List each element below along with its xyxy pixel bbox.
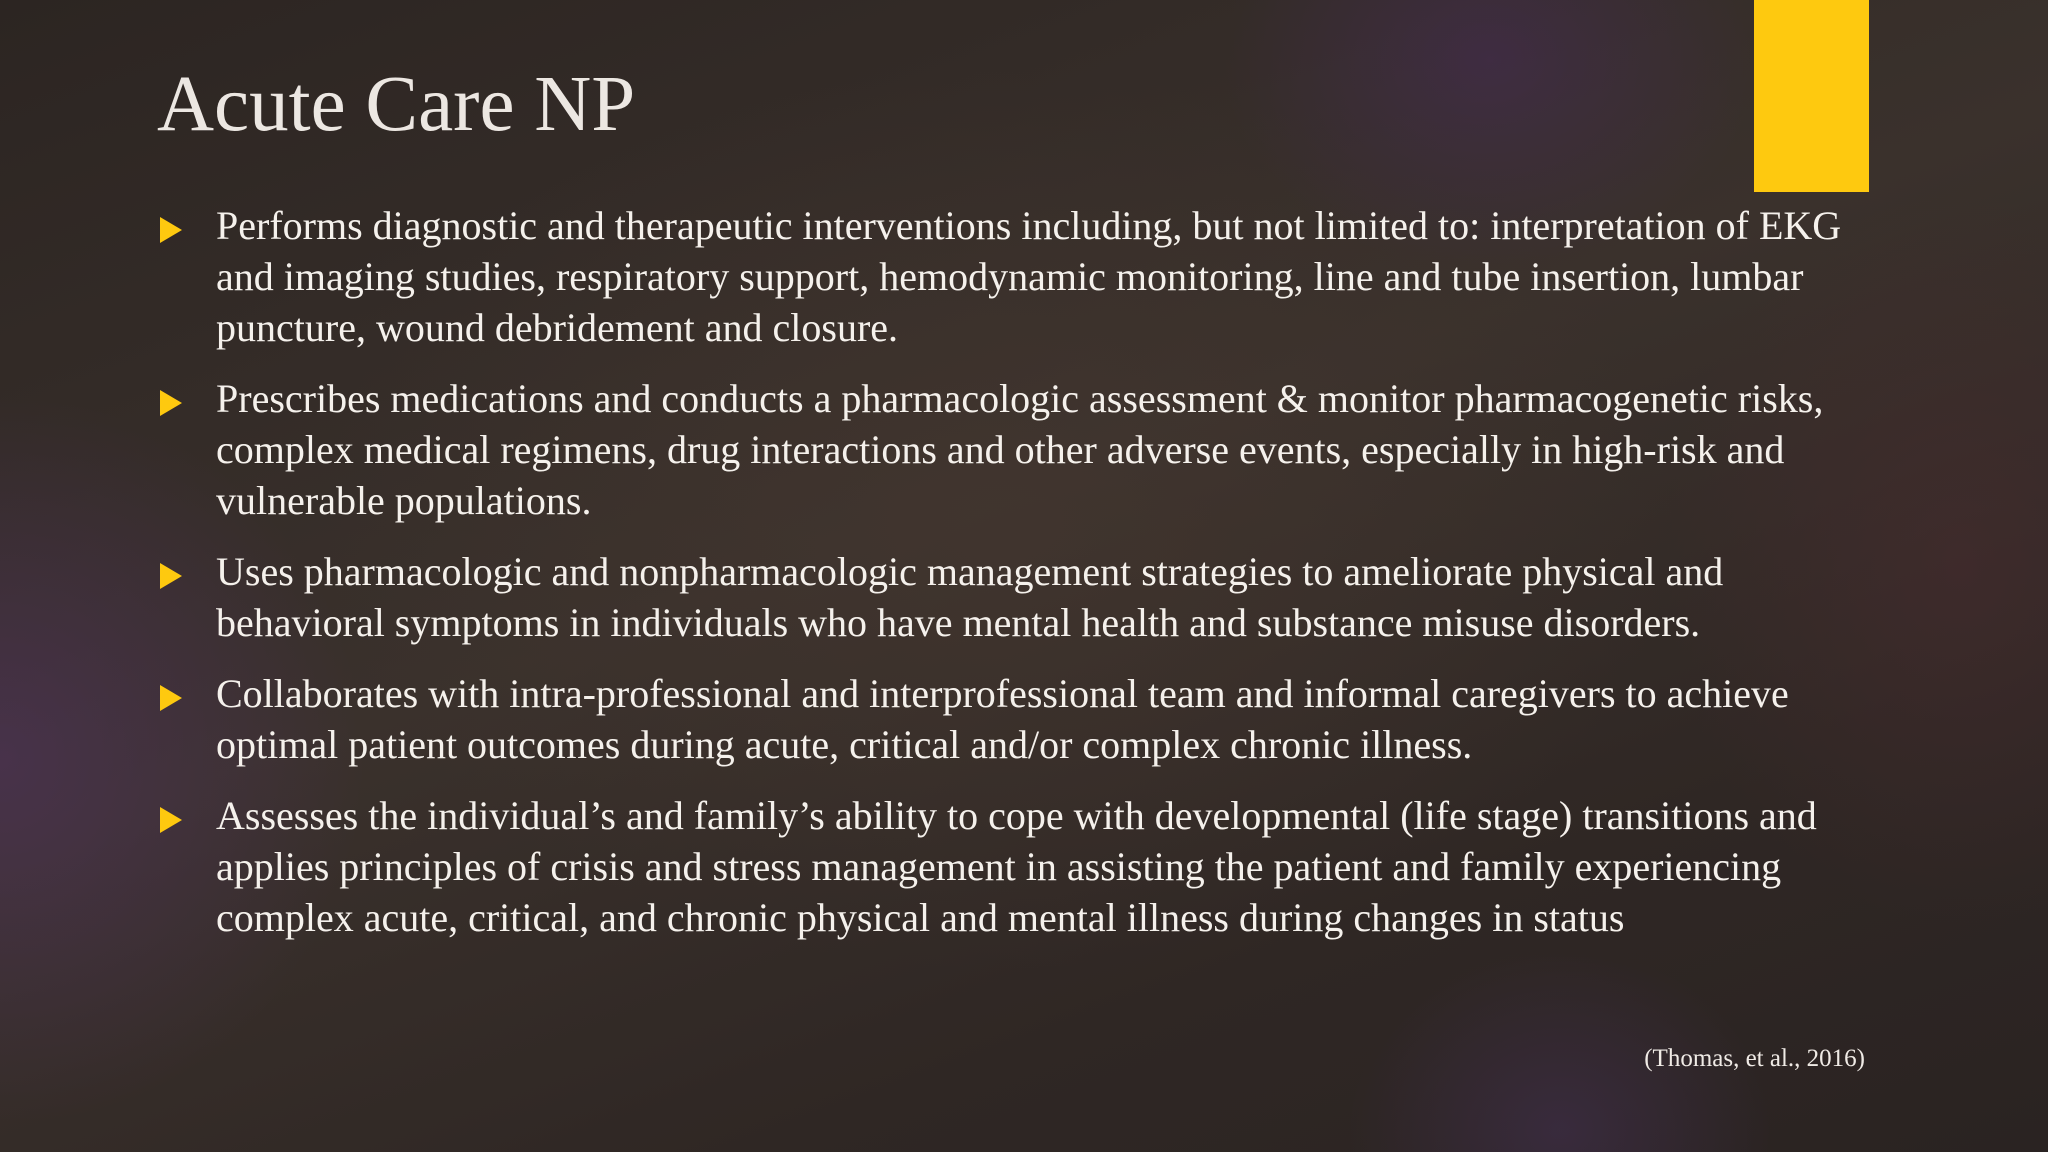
bullet-item: [158, 790, 1898, 943]
bullet-text: Assesses the individual’s and family’s ability to cope with developmental (life stage) transitions and applies principles of crisis and stress management in assisting the patient and family experiencing complex acute, critical, and chronic physical and mental illness during changes in status: [216, 793, 1817, 940]
bullet-text: Performs diagnostic and therapeutic interventions including, but not limited to: interpretation of EKG and imaging studies, respiratory support, hemodynamic monitoring, line and tube insertion, lumbar puncture, wound debridement and closure.: [216, 203, 1842, 350]
triangle-right-icon: [160, 807, 182, 833]
bullet-item: [158, 668, 1898, 770]
bullet-text: Prescribes medications and conducts a pharmacologic assessment & monitor pharmacogenetic risks, complex medical regimens, drug interactions and other adverse events, especially in high-risk and vulnerable populations.: [216, 376, 1824, 523]
bullet-text: Uses pharmacologic and nonpharmacologic management strategies to ameliorate physical and behavioral symptoms in individuals who have mental health and substance misuse disorders.: [216, 549, 1724, 645]
citation: (Thomas, et al., 2016): [1644, 1045, 1865, 1072]
bullet-text: Collaborates with intra-professional and interprofessional team and informal caregivers to achieve optimal patient outcomes during acute, critical and/or complex chronic illness.: [216, 671, 1789, 767]
accent-bar: [1754, 0, 1869, 192]
triangle-right-icon: [160, 685, 182, 711]
triangle-right-icon: [160, 217, 182, 243]
triangle-right-icon: [160, 390, 182, 416]
bullet-list: [158, 200, 1898, 963]
triangle-right-icon: [160, 563, 182, 589]
bullet-item: [158, 200, 1898, 353]
bullet-item: [158, 546, 1898, 648]
slide-title: Acute Care NP: [157, 61, 636, 148]
bullet-item: [158, 373, 1898, 526]
